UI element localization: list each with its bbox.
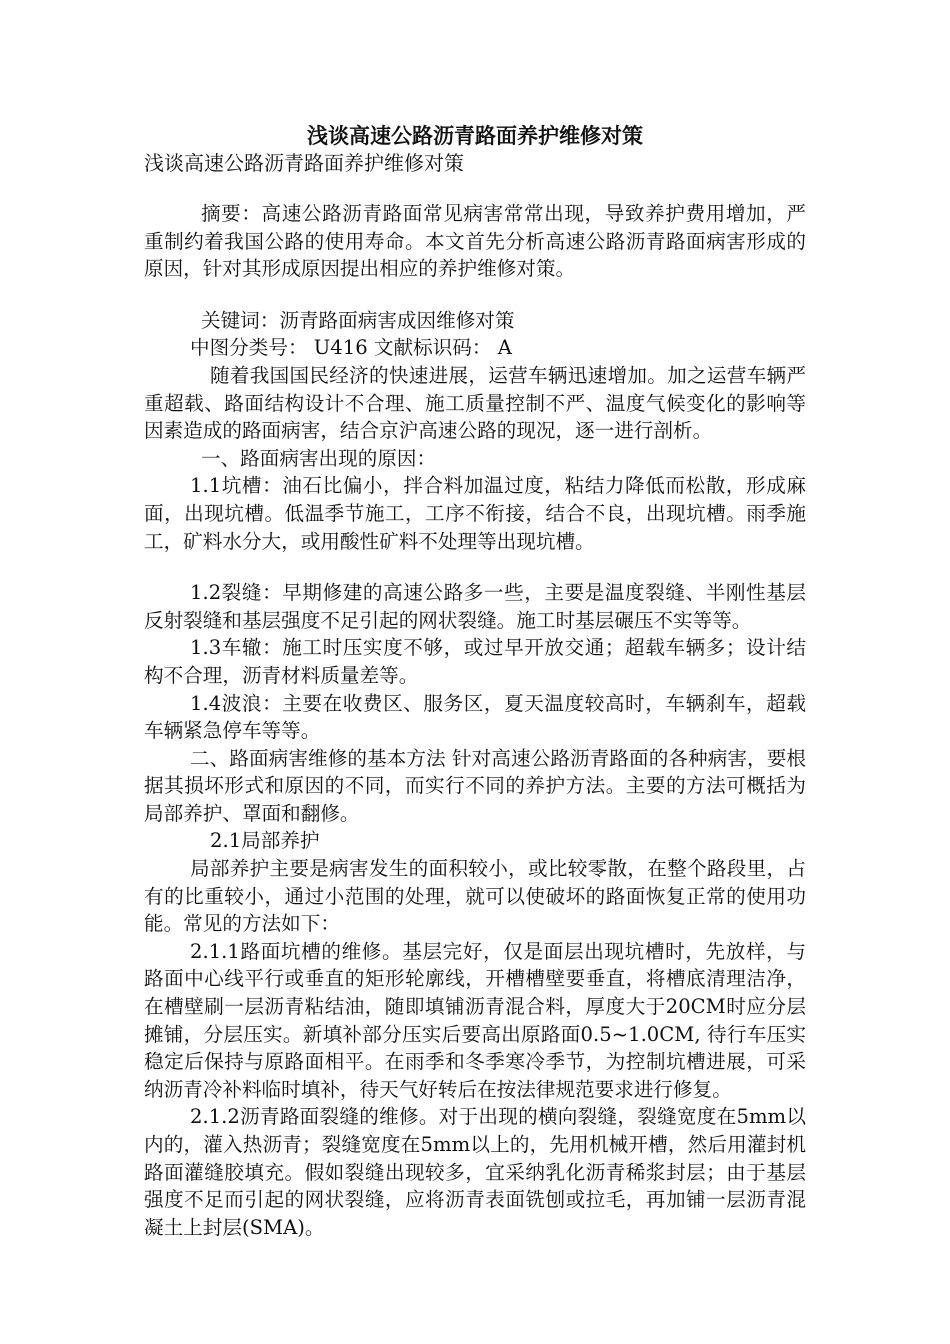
classification-line: 中图分类号： U416 文献标识码： A <box>190 336 512 360</box>
paragraph-1-3: 1.3车辙：施工时压实度不够，或过早开放交通；超载车辆多；设计结构不合理，沥青材料质量差等。 <box>144 636 806 687</box>
document-subtitle: 浅谈高速公路沥青路面养护维修对策 <box>144 151 464 175</box>
paragraph-1-4: 1.4波浪：主要在收费区、服务区，夏天温度较高时，车辆刹车，超载车辆紧急停车等等。 <box>144 691 806 743</box>
spacer <box>144 283 806 307</box>
document-title: 浅谈高速公路沥青路面养护维修对策 <box>307 123 643 148</box>
paragraph-2-1-1: 2.1.1路面坑槽的维修。基层完好，仅是面层出现坑槽时，先放样，与路面中心线平行或垂直的矩形轮廓线，开槽槽壁要垂直，将槽底清理洁净，在槽壁刷一层沥青粘结油，随即填铺沥青混合料，厚度大于20CM时应分层摊铺，分层压实。新填补部分压实后要高出原路面0.5~1.0CM, 待行车压实稳定后保持与原路面相平。在雨季和冬季寒冷季节，为控制坑槽进展，可采纳沥青冷补料临时填补，待天气好转后在按法律规范要求进行修复。 <box>144 939 806 1101</box>
section-1-heading: 一、路面病害出现的原因： <box>201 446 437 470</box>
intro-paragraph: 随着我国国民经济的快速进展，运营车辆迅速增加。加之运营车辆严重超载、路面结构设计不合理、施工质量控制不严、温度气候变化的影响等因素造成的路面病害，结合京沪高速公路的现况，逐一进行剖析。 <box>144 363 806 443</box>
paragraph-2-1-2: 2.1.2沥青路面裂缝的维修。对于出现的横向裂缝，裂缝宽度在5mm以内的，灌入热沥青；裂缝宽度在5mm以上的，先用机械开槽，然后用灌封机路面灌缝胶填充。假如裂缝出现较多，宜采纳乳化沥青稀浆封层；由于基层强度不足而引起的网状裂缝，应将沥青表面铣刨或拉毛，再加铺一层沥青混凝土上封层(SMA)。 <box>144 1105 806 1239</box>
keywords-line: 关键词：沥青路面病害成因维修对策 <box>201 308 515 332</box>
paragraph-2-1: 局部养护主要是病害发生的面积较小，或比较零散，在整个路段里，占有的比重较小，通过小范围的处理，就可以使破坏的路面恢复正常的使用功能。常见的方法如下： <box>144 857 806 936</box>
paragraph-1-2: 1.2裂缝：早期修建的高速公路多一些，主要是温度裂缝、半刚性基层反射裂缝和基层强度不足引起的网状裂缝。施工时基层碾压不实等等。 <box>144 581 806 632</box>
paragraph-1-1: 1.1坑槽：油石比偏小，拌合料加温过度，粘结力降低而松散，形成麻面，出现坑槽。低温季节施工，工序不衔接，结合不良，出现坑槽。雨季施工，矿料水分大，或用酸性矿料不处理等出现坑槽。 <box>144 474 806 553</box>
heading-2-1: 2.1局部养护 <box>210 829 320 853</box>
abstract-paragraph: 摘要：高速公路沥青路面常见病害常常出现，导致养护费用增加，严重制约着我国公路的使用寿命。本文首先分析高速公路沥青路面病害形成的原因，针对其形成原因提出相应的养护维修对策。 <box>144 202 806 281</box>
document-body <box>144 200 806 1241</box>
section-2-paragraph: 二、路面病害维修的基本方法 针对高速公路沥青路面的各种病害，要根据其损坏形式和原因的不同，而实行不同的养护方法。主要的方法可概括为局部养护、罩面和翻修。 <box>144 746 806 825</box>
spacer <box>144 555 806 579</box>
